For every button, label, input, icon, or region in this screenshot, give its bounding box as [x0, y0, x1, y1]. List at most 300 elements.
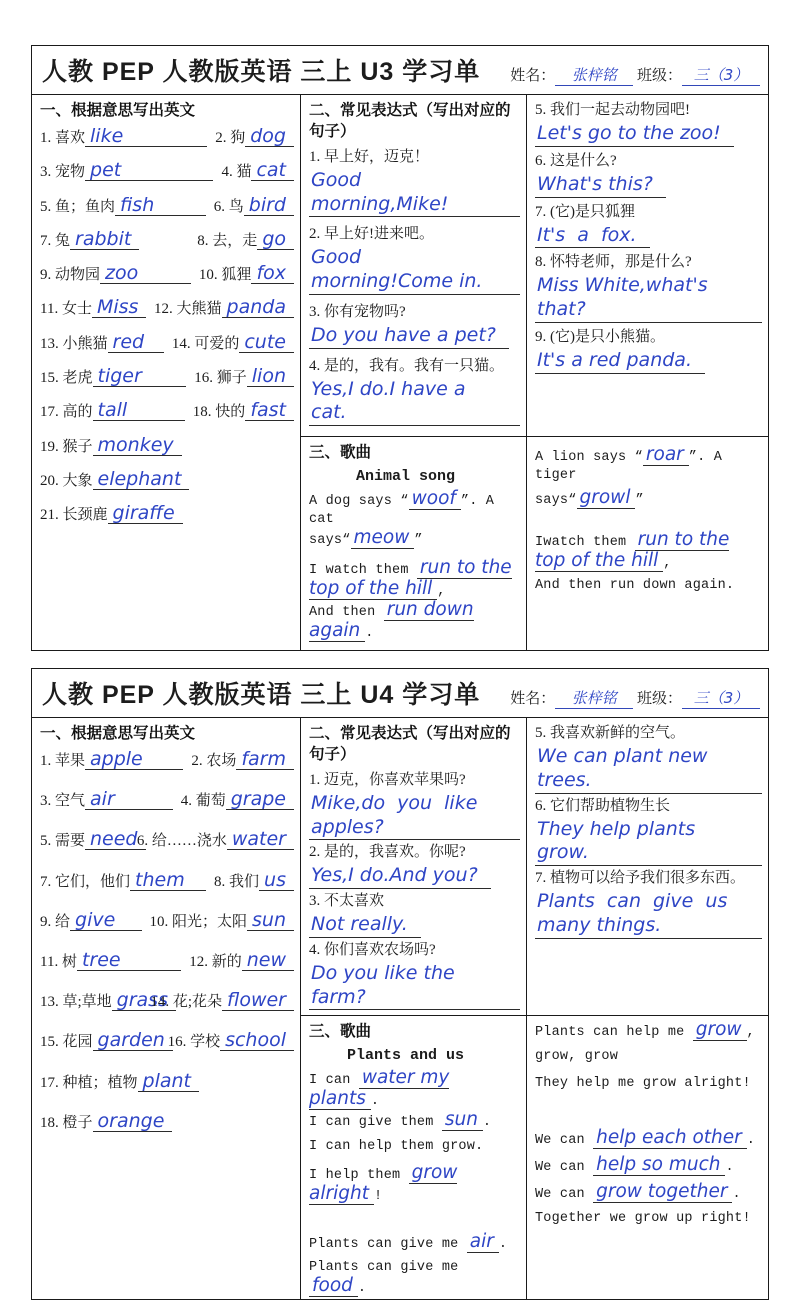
song-answer-blank: roar [643, 444, 689, 466]
song-text: . [725, 1160, 734, 1176]
song-text: ”. A cat [309, 494, 495, 528]
vocab-answer-blank: red [108, 333, 164, 353]
vocab-label: 14. 可爱的 [171, 335, 240, 352]
vocab-label: 12. 新的 [189, 953, 242, 970]
vocab-item [40, 435, 182, 456]
song-text: Plants can help me [535, 1025, 693, 1041]
u4-song-cont-lines [535, 1019, 762, 1235]
vocab-item [40, 749, 183, 770]
song-text: A lion says “ [535, 450, 643, 466]
vocab-label: 7. 它们，他们 [40, 873, 131, 890]
qa-pair [535, 868, 762, 939]
u3-vocab-cell [32, 95, 301, 651]
song-line [535, 1046, 762, 1073]
vocab-item [40, 195, 206, 216]
vocab-item [214, 870, 294, 891]
qa-answer-blank: It's a red panda. [535, 348, 705, 374]
song-text: . [365, 626, 374, 642]
vocab-answer-blank: them [130, 871, 206, 891]
qa-question: 4. 是的，我有。我有一只猫。 [309, 357, 505, 374]
vocab-label: 16. 学校 [167, 1034, 221, 1051]
song-line [535, 483, 762, 525]
vocab-item [40, 789, 173, 810]
vocab-label: 5. 鱼；鱼肉 [40, 198, 116, 215]
vocab-label: 10. 狐狸 [198, 267, 252, 284]
u4-class-value: 三（3） [682, 687, 760, 709]
qa-answer-blank: Do you like the farm? [309, 961, 520, 1011]
song-line [535, 1208, 762, 1235]
vocab-item [40, 332, 164, 353]
song-answer-blank: woof [409, 488, 461, 510]
vocab-answer-blank: Miss [92, 298, 146, 318]
qa-answer-blank: Yes,I do.I have a cat. [309, 377, 520, 427]
qa-pair [535, 252, 762, 323]
qa-question: 9. (它)是只小熊猫。 [535, 328, 665, 345]
vocab-row [40, 366, 294, 400]
song-text: ” [635, 493, 644, 509]
vocab-item [221, 160, 294, 181]
u3-expr-cell [301, 95, 527, 437]
qa-question: 7. 植物可以给予我们很多东西。 [535, 870, 746, 887]
vocab-row [40, 195, 294, 229]
song-answer-blank: sun [442, 1109, 483, 1131]
u4-sheet-title: 人教 PEP 人教版英语 三上 U4 学习单 [42, 681, 481, 710]
vocab-label: 1. 苹果 [40, 753, 86, 770]
vocab-item [214, 195, 294, 216]
vocab-label: 21. 长颈鹿 [40, 507, 108, 524]
song-text: says“ [535, 493, 577, 509]
vocab-item [40, 870, 206, 891]
song-answer-blank: help so much [593, 1154, 725, 1176]
qa-question: 5. 我喜欢新鲜的空气。 [535, 725, 686, 742]
vocab-answer-blank: apple [85, 750, 183, 770]
vocab-item [40, 366, 186, 387]
vocab-answer-blank: fish [115, 196, 206, 216]
song-text: I can help them grow. [309, 1138, 484, 1154]
vocab-item [40, 229, 189, 250]
vocab-row [40, 435, 294, 469]
vocab-label: 19. 猴子 [40, 438, 93, 455]
vocab-label: 4. 猫 [221, 164, 252, 181]
vocab-label: 15. 老虎 [40, 370, 93, 386]
song-answer-blank: growl [577, 487, 636, 509]
vocab-item [191, 749, 294, 770]
song-text: . [746, 1133, 756, 1149]
vocab-item [215, 126, 294, 147]
qa-pair [535, 151, 762, 198]
song-line [309, 488, 520, 527]
vocab-answer-blank: water [227, 830, 294, 850]
song-text: . [482, 1115, 492, 1131]
vocab-row [40, 910, 294, 950]
u3-song-lines [309, 488, 520, 641]
song-answer-blank: food [309, 1275, 358, 1297]
vocab-item [40, 1111, 172, 1132]
song-line [535, 525, 762, 571]
vocab-label: 13. 小熊猫 [40, 335, 108, 352]
u3-title-cell [32, 46, 769, 95]
vocab-item [40, 989, 168, 1012]
qa-pair [309, 940, 520, 1011]
vocab-item [154, 297, 294, 318]
qa-pair [309, 842, 520, 889]
u3-song-cell [301, 437, 527, 651]
qa-question: 3. 你有宠物吗? [309, 303, 406, 320]
vocab-answer-blank: tall [93, 401, 185, 421]
vocab-item [40, 297, 146, 318]
vocab-item [193, 400, 294, 421]
qa-answer-blank: Yes,I do.And you? [309, 863, 491, 889]
song-line [535, 1154, 762, 1181]
vocab-label: 10. 阳光；太阳 [149, 913, 248, 930]
vocab-row [40, 332, 294, 366]
song-text: . [732, 1187, 741, 1203]
song-answer-blank: air [467, 1231, 499, 1253]
vocab-answer-blank: like [85, 127, 207, 147]
qa-pair [535, 723, 762, 794]
vocab-item [137, 829, 294, 850]
vocab-item [40, 828, 138, 851]
song-text: A dog says “ [309, 494, 409, 510]
song-line [309, 1109, 520, 1136]
vocab-answer-blank: new [242, 951, 294, 971]
qa-pair [309, 891, 520, 938]
vocab-item [150, 910, 295, 931]
u4-expr-cont-list [535, 723, 762, 939]
song-text: I can [309, 1073, 359, 1089]
u4-name-label: 姓名： [510, 691, 556, 708]
vocab-row [40, 789, 294, 829]
vocab-row [40, 297, 294, 331]
vocab-answer-blank: cat [251, 161, 294, 181]
qa-pair [535, 202, 762, 249]
song-text: I watch them [309, 563, 417, 579]
song-line [309, 1257, 520, 1296]
qa-answer-blank: We can plant new trees. [535, 744, 762, 794]
u3-expr-cont-list [535, 100, 762, 374]
u4-section1-heading: 一、根据意思写出英文 [40, 725, 196, 743]
vocab-item [40, 503, 183, 524]
vocab-answer-blank: farm [236, 750, 294, 770]
vocab-label: 2. 农场 [191, 753, 237, 770]
vocab-label: 15. 花园 [40, 1034, 93, 1051]
vocab-answer-blank: give [70, 911, 141, 931]
u4-section2-heading: 二、常见表达式（写出对应的句子） [309, 725, 511, 764]
song-text: ”. A tiger [535, 450, 723, 484]
song-answer-blank: run to the top of the hill [535, 529, 730, 572]
qa-answer-blank: Mike,do you like apples? [309, 791, 520, 841]
vocab-answer-blank: rabbit [70, 230, 139, 250]
vocab-answer-blank: fast [245, 401, 294, 421]
qa-question: 1. 迈克，你喜欢苹果吗? [309, 771, 466, 788]
song-answer-blank: water my plants [309, 1067, 450, 1110]
song-text: says“ [309, 533, 351, 549]
vocab-answer-blank: pet [85, 161, 213, 181]
song-answer-blank: run down again [309, 599, 474, 642]
qa-answer-blank: What's this? [535, 172, 666, 198]
u3-section2-heading: 二、常见表达式（写出对应的句子） [309, 102, 511, 140]
vocab-item [194, 366, 294, 387]
vocab-label: 6. 给……浇水 [136, 833, 227, 850]
u3-song-cont-cell [527, 437, 769, 651]
u4-song-cell [301, 1016, 527, 1300]
qa-answer-blank: Plants can give us many things. [535, 889, 762, 939]
song-line [535, 1181, 762, 1208]
qa-answer-blank: Good morning,Mike! [309, 168, 520, 218]
vocab-label: 8. 我们 [214, 873, 260, 890]
song-answer-blank: grow alright [309, 1162, 458, 1205]
qa-question: 4. 你们喜欢农场吗? [309, 941, 436, 958]
song-answer-blank: grow together [593, 1181, 732, 1203]
song-text: They help me grow alright! [535, 1076, 751, 1092]
vocab-answer-blank: cute [239, 333, 294, 353]
song-line [535, 1073, 762, 1100]
vocab-item [40, 400, 185, 421]
u4-class-label: 班级： [637, 691, 683, 708]
vocab-answer-blank: plant [138, 1072, 199, 1092]
qa-question: 2. 是的，我喜欢。你呢? [309, 844, 466, 861]
vocab-item [150, 990, 294, 1011]
u3-section1-heading: 一、根据意思写出英文 [40, 102, 196, 119]
vocab-answer-blank: sun [247, 911, 294, 931]
vocab-label: 14. 花;花朵 [150, 994, 223, 1011]
vocab-item [189, 950, 294, 971]
vocab-item [40, 950, 181, 971]
qa-pair [535, 327, 762, 374]
u4-song-cont-cell [527, 1016, 769, 1300]
song-text: ! [373, 1189, 383, 1205]
qa-answer-blank: Let's go to the zoo! [535, 121, 734, 147]
vocab-row [40, 229, 294, 263]
song-answer-blank: help each other [593, 1127, 747, 1149]
vocab-item [172, 332, 294, 353]
song-text: . [370, 1094, 380, 1110]
u3-vocab-list [40, 126, 294, 538]
song-text: And then [309, 605, 384, 621]
vocab-label: 1. 喜欢 [40, 129, 86, 146]
qa-pair [309, 356, 520, 427]
vocab-item [40, 469, 189, 490]
vocab-row [40, 126, 294, 160]
u4-name-value: 张梓铭 [555, 687, 633, 709]
song-line [309, 1162, 520, 1204]
u4-title-cell [32, 669, 769, 718]
u4-expr-list [309, 770, 520, 1011]
song-text: We can [535, 1160, 594, 1176]
song-answer-blank: run to the top of the hill [309, 557, 512, 600]
song-answer-blank: grow [693, 1019, 747, 1041]
vocab-label: 7. 兔 [40, 232, 71, 249]
song-text: Together we grow up right! [535, 1211, 751, 1227]
qa-pair [535, 796, 762, 867]
u4-expr-cont-cell [527, 718, 769, 1016]
qa-answer-blank: It's a fox. [535, 223, 650, 249]
song-line [309, 599, 520, 641]
worksheet-u4-table [31, 668, 769, 1300]
song-text: , [437, 584, 446, 600]
qa-question: 7. (它)是只狐狸 [535, 203, 635, 220]
vocab-item [40, 263, 191, 284]
vocab-row [40, 1071, 294, 1111]
song-line [309, 1067, 520, 1109]
vocab-answer-blank: lion [247, 367, 294, 387]
qa-pair [535, 100, 762, 147]
qa-question: 1. 早上好，迈克！ [309, 148, 430, 165]
vocab-answer-blank: school [220, 1031, 294, 1051]
song-line [309, 1136, 520, 1163]
vocab-item [40, 126, 207, 147]
qa-pair [309, 224, 520, 295]
vocab-label: 2. 狗 [215, 129, 246, 146]
u4-vocab-cell [32, 718, 301, 1300]
vocab-answer-blank: flower [222, 991, 294, 1011]
vocab-answer-blank: elephant [93, 470, 190, 490]
song-line [535, 1127, 762, 1154]
song-text: I can give them [309, 1115, 442, 1131]
vocab-answer-blank: orange [93, 1112, 173, 1132]
song-text: grow, grow [535, 1049, 619, 1065]
vocab-label: 9. 给 [40, 913, 71, 930]
song-line [535, 571, 762, 613]
qa-question: 8. 怀特老师，那是什么? [535, 254, 692, 271]
qa-question: 5. 我们一起去动物园吧! [535, 102, 690, 118]
qa-answer-blank: Not really. [309, 912, 421, 938]
vocab-answer-blank: zoo [100, 264, 191, 284]
u3-expr-cont-cell [527, 95, 769, 437]
vocab-answer-blank: need [85, 830, 145, 850]
vocab-answer-blank: giraffe [108, 504, 183, 524]
u3-song-cont-lines [535, 440, 762, 613]
song-text: Iwatch them [535, 535, 635, 551]
u3-class-value: 三（3） [682, 64, 760, 86]
vocab-item [40, 1071, 199, 1092]
song-text: . [357, 1281, 367, 1297]
vocab-label: 17. 高的 [40, 404, 93, 421]
song-text: Plants can give me [309, 1236, 467, 1252]
vocab-label: 17. 种植；植物 [40, 1074, 138, 1091]
vocab-row [40, 950, 294, 990]
worksheet-u3-table [31, 45, 769, 651]
song-text: We can [535, 1187, 594, 1203]
qa-question: 3. 不太喜欢 [309, 893, 385, 910]
vocab-row [40, 1111, 294, 1151]
vocab-answer-blank: panda [222, 298, 294, 318]
vocab-label: 3. 宠物 [40, 164, 86, 181]
vocab-answer-blank: grape [226, 790, 294, 810]
u3-name-label: 姓名： [510, 68, 556, 84]
vocab-answer-blank: monkey [93, 436, 182, 456]
song-line [535, 440, 762, 483]
song-line [309, 527, 520, 557]
vocab-label: 5. 需要 [40, 833, 86, 850]
vocab-answer-blank: grass [112, 991, 176, 1011]
vocab-item [199, 263, 294, 284]
song-line [309, 557, 520, 599]
qa-answer-blank: They help plants grow. [535, 817, 762, 867]
song-answer-blank: meow [351, 527, 415, 549]
vocab-label: 18. 橙子 [40, 1114, 93, 1131]
vocab-row [40, 160, 294, 194]
vocab-answer-blank: fox [251, 264, 294, 284]
u4-name-class [510, 687, 762, 709]
u3-name-value: 张梓铭 [555, 64, 633, 86]
u3-expr-list [309, 147, 520, 426]
vocab-label: 20. 大象 [40, 472, 93, 489]
u3-section3-heading: 三、歌曲 [309, 444, 372, 462]
song-text: ” [414, 533, 423, 549]
vocab-label: 11. 女士 [40, 301, 92, 318]
vocab-answer-blank: bird [244, 196, 294, 216]
vocab-label: 13. 草;草地 [40, 994, 112, 1011]
vocab-answer-blank: garden [93, 1031, 173, 1051]
u3-sheet-title: 人教 PEP 人教版英语 三上 U3 学习单 [42, 58, 481, 86]
song-text: Plants can give me [309, 1260, 459, 1276]
vocab-row [40, 400, 294, 434]
vocab-item [40, 910, 142, 931]
qa-answer-blank: Miss White,what's that? [535, 273, 762, 323]
vocab-row [40, 469, 294, 503]
qa-question: 6. 它们帮助植物生长 [535, 797, 671, 814]
song-line [309, 1231, 520, 1258]
vocab-label: 11. 树 [40, 953, 77, 970]
vocab-row [40, 870, 294, 910]
song-text: I help them [309, 1168, 409, 1184]
qa-question: 6. 这是什么? [535, 152, 617, 169]
vocab-row [40, 503, 294, 537]
vocab-label: 3. 空气 [40, 793, 86, 810]
vocab-item [40, 160, 213, 181]
vocab-row [40, 829, 294, 869]
u4-vocab-list [40, 749, 294, 1151]
vocab-label: 9. 动物园 [40, 267, 101, 284]
vocab-answer-blank: air [85, 790, 173, 810]
song-line [535, 1019, 762, 1046]
vocab-label: 6. 鸟 [213, 198, 244, 215]
qa-pair [309, 770, 520, 841]
vocab-answer-blank: us [259, 871, 294, 891]
vocab-label: 4. 葡萄 [180, 793, 226, 810]
vocab-label: 16. 狮子 [194, 370, 247, 386]
vocab-item [197, 229, 294, 250]
vocab-row [40, 990, 294, 1030]
u3-name-class [510, 64, 762, 86]
song-text: , [746, 1025, 755, 1041]
song-line [309, 1204, 520, 1231]
qa-answer-blank: Good morning!Come in. [309, 245, 520, 295]
qa-question: 2. 早上好!进来吧。 [309, 226, 434, 243]
u3-class-label: 班级： [637, 68, 683, 84]
vocab-row [40, 1030, 294, 1070]
u4-expr-cell [301, 718, 527, 1016]
vocab-answer-blank: dog [245, 127, 294, 147]
vocab-label: 18. 快的 [192, 404, 246, 421]
vocab-answer-blank: go [257, 230, 294, 250]
song-text: . [498, 1236, 508, 1252]
u3-song-title: Animal song [355, 468, 456, 486]
u4-song-title: Plants and us [346, 1047, 465, 1065]
vocab-label: 8. 去，走 [197, 232, 258, 249]
vocab-item [181, 789, 294, 810]
vocab-label: 12. 大熊猫 [154, 301, 222, 318]
vocab-answer-blank: tiger [93, 367, 187, 387]
vocab-item [40, 1029, 165, 1052]
vocab-row [40, 263, 294, 297]
song-text: , [663, 556, 672, 572]
song-text: And then run down again. [535, 578, 735, 594]
qa-pair [309, 147, 520, 218]
vocab-row [40, 749, 294, 789]
qa-answer-blank: Do you have a pet? [309, 323, 509, 349]
